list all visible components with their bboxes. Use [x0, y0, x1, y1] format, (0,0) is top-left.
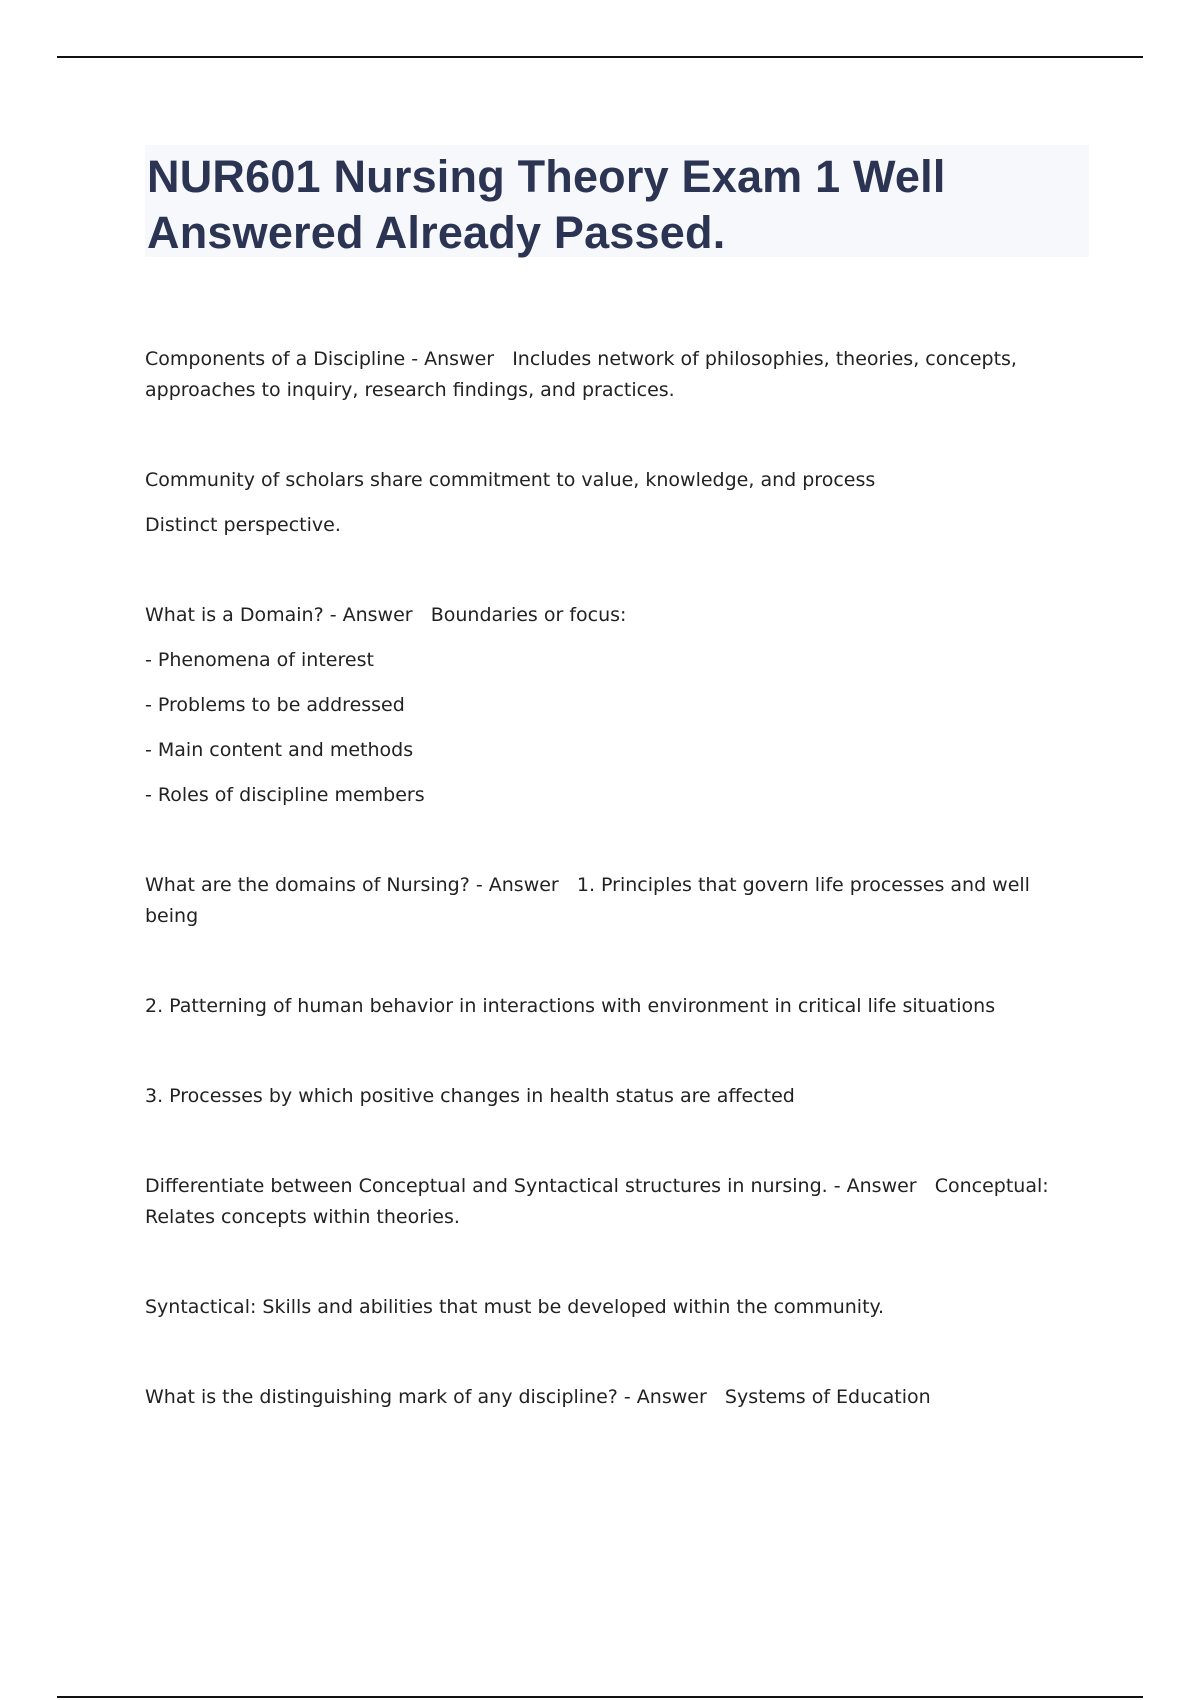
list-item: - Main content and methods — [145, 739, 414, 761]
document-title: NUR601 Nursing Theory Exam 1 Well Answered Already Passed. — [147, 151, 946, 258]
top-divider — [57, 56, 1143, 58]
bottom-divider — [57, 1696, 1143, 1698]
qa-domains-of-nursing: What are the domains of Nursing? - Answer 1. Principles that govern life processes and well being — [145, 874, 1037, 927]
document-body — [145, 344, 1085, 1413]
title-block — [145, 145, 1089, 257]
qa-distinguishing-mark: What is the distinguishing mark of any discipline? - Answer Systems of Education — [145, 1386, 931, 1408]
list-item: - Problems to be addressed — [145, 694, 405, 716]
text-community-of-scholars: Community of scholars share commitment to value, knowledge, and process — [145, 469, 876, 491]
list-item: - Phenomena of interest — [145, 649, 374, 671]
qa-components-of-discipline: Components of a Discipline - Answer Includes network of philosophies, theories, concepts, approaches to inquiry, research findings, and practices. — [145, 348, 1024, 401]
qa-what-is-domain: What is a Domain? - Answer Boundaries or focus: — [145, 604, 627, 626]
text-distinct-perspective: Distinct perspective. — [145, 514, 341, 536]
list-item: - Roles of discipline members — [145, 784, 425, 806]
qa-conceptual-vs-syntactical: Differentiate between Conceptual and Syntactical structures in nursing. - Answer Conceptual: Relates concepts within theories. — [145, 1175, 1055, 1228]
text-domain-two: 2. Patterning of human behavior in interactions with environment in critical life situations — [145, 995, 996, 1017]
text-domain-three: 3. Processes by which positive changes in health status are affected — [145, 1085, 795, 1107]
text-syntactical: Syntactical: Skills and abilities that must be developed within the community. — [145, 1296, 885, 1318]
